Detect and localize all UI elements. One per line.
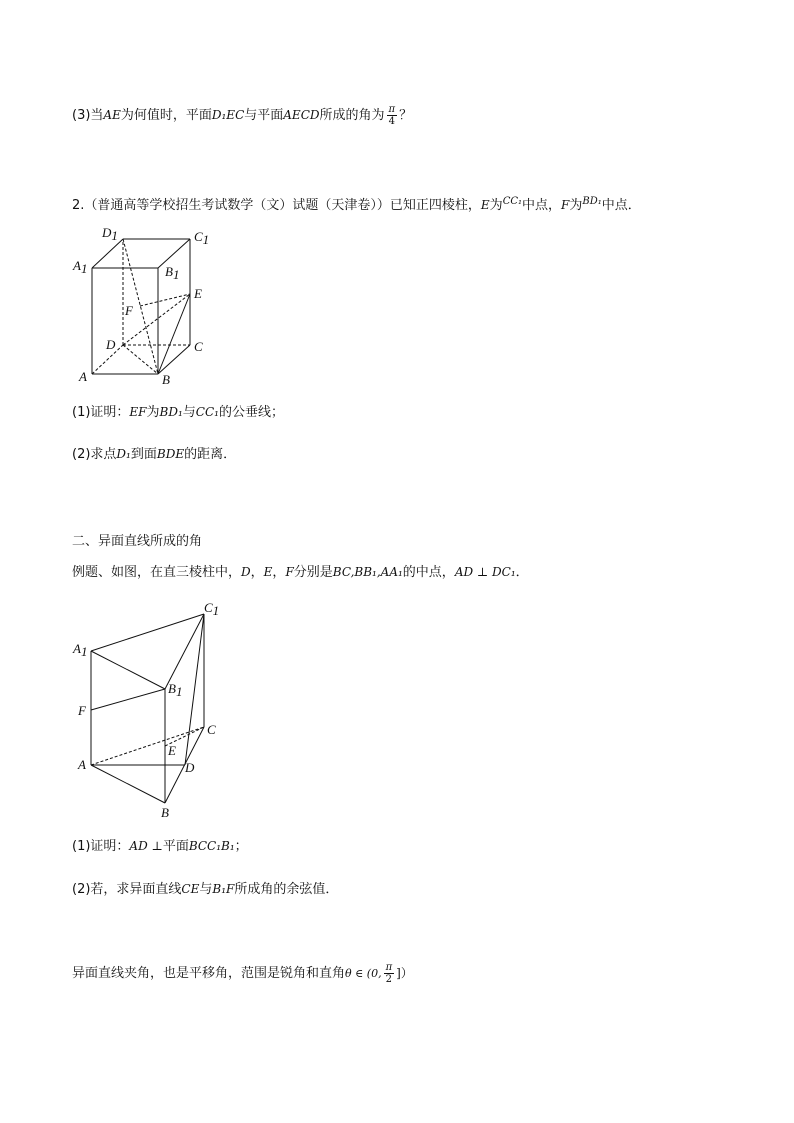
label-C1: C1 [204,600,220,618]
label-A: A [79,369,87,384]
label-B: B [162,372,170,387]
label-C: C [207,722,216,737]
label-B1: B1 [165,264,180,282]
label-E: E [168,743,176,758]
label-A: A [78,757,86,772]
label-F: F [78,703,86,718]
label-C1: C1 [194,229,210,247]
question-3: (3)当AE为何值时，平面D₁EC与平面AECD所成的角为 $\frac{\pi}{4}$ ？ [72,104,413,127]
label-D1: D1 [102,225,118,243]
fraction-pi-over-4: $\frac{\pi}{4}$ [388,104,396,127]
label-C: C [194,339,203,354]
angle-range-note: 异面直线夹角，也是平移角，范围是锐角和直角θ ∈ (0, $\frac{\pi}{2}$ ]） [72,962,413,985]
problem-2-statement: 2.（普通高等学校招生考试数学（文）试题（天津卷））已知正四棱柱，E为$^{CC_1}$中点，F为$^{BD_1}$中点． [72,196,641,213]
example-part-1: (1)证明：AD ⊥平面BCC₁B₁； [72,839,248,854]
label-A1: A1 [73,258,88,276]
label-F: F [125,303,133,318]
label-A1: A1 [73,641,88,659]
example-statement: 例题、如图，在直三棱柱中，D，E，F分别是BC,BB₁,AA₁的中点，AD ⊥ DC₁． [72,565,529,580]
triangular-prism-figure [70,597,230,819]
label-B1: B1 [168,681,183,699]
section-heading: 二、异面直线所成的角 [72,534,203,549]
problem-2-part-2: (2)求点D₁到面BDE的距离． [72,447,237,462]
label-D: D [106,337,116,352]
label-D: D [185,760,195,775]
fraction-pi-over-2: $\frac{\pi}{2}$ [385,962,393,985]
example-part-2: (2)若，求异面直线CE与B₁F所成角的余弦值． [72,882,339,897]
label-E: E [194,286,202,301]
problem-2-part-1: (1)证明：EF为BD₁与CC₁的公垂线； [72,405,284,420]
prism-figure [70,222,220,390]
label-B: B [161,805,169,819]
